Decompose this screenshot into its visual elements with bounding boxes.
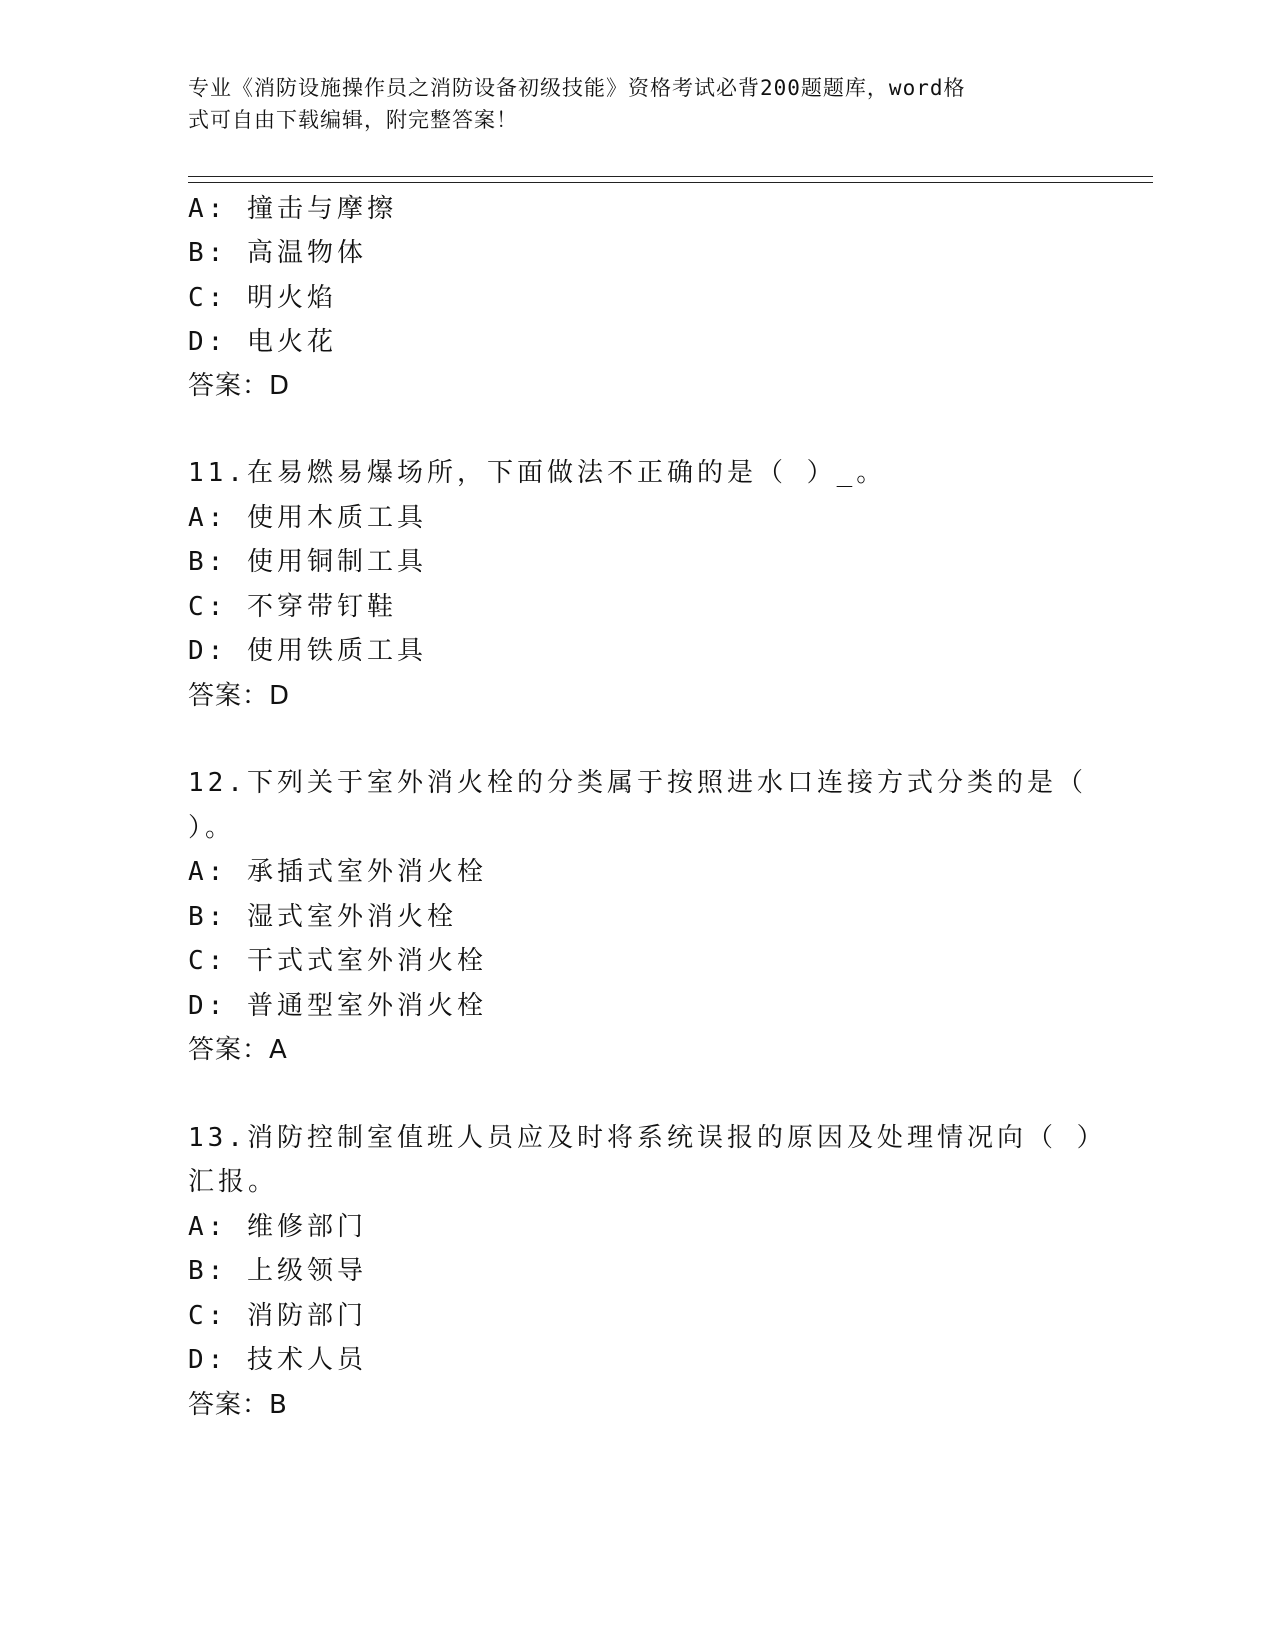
q12-answer: 答案：A: [188, 1035, 288, 1065]
q12-option-c: C: 干式式室外消火栓: [188, 946, 487, 976]
header-divider-bottom: [188, 182, 1153, 183]
document-header: [188, 72, 1068, 136]
q13-option-d: D: 技术人员: [188, 1345, 367, 1375]
q12-question-line-2: ）。: [188, 813, 236, 843]
q10-answer: 答案：D: [188, 371, 291, 401]
q13-question-line-1: 13.消防控制室值班人员应及时将系统误报的原因及处理情况向（ ）: [188, 1123, 1107, 1153]
q11-option-a: A: 使用木质工具: [188, 503, 427, 533]
q11-answer: 答案：D: [188, 681, 291, 711]
q11-option-c: C: 不穿带钉鞋: [188, 592, 397, 622]
q11-question: 11.在易燃易爆场所，下面做法不正确的是（ ）_。: [188, 458, 887, 488]
header-line-1: 专业《消防设施操作员之消防设备初级技能》资格考试必背200题题库，word格: [188, 76, 966, 100]
q13-option-b: B: 上级领导: [188, 1256, 367, 1286]
q12-option-a: A: 承插式室外消火栓: [188, 857, 487, 887]
header-divider-top: [188, 176, 1153, 177]
q13-question-line-2: 汇报。: [188, 1167, 279, 1197]
q12-option-b: B: 湿式室外消火栓: [188, 902, 457, 932]
q13-option-c: C: 消防部门: [188, 1301, 367, 1331]
q11-option-b: B: 使用铜制工具: [188, 547, 427, 577]
q10-option-a: A: 撞击与摩擦: [188, 194, 397, 224]
q12-option-d: D: 普通型室外消火栓: [188, 991, 487, 1021]
header-line-2: 式可自由下载编辑，附完整答案！: [188, 108, 518, 132]
q10-option-d: D: 电火花: [188, 327, 337, 357]
q11-option-d: D: 使用铁质工具: [188, 636, 427, 666]
q10-option-c: C: 明火焰: [188, 283, 337, 313]
q10-option-b: B: 高温物体: [188, 238, 367, 268]
q13-answer: 答案：B: [188, 1390, 288, 1420]
q12-question-line-1: 12.下列关于室外消火栓的分类属于按照进水口连接方式分类的是（: [188, 768, 1087, 798]
q13-option-a: A: 维修部门: [188, 1212, 367, 1242]
